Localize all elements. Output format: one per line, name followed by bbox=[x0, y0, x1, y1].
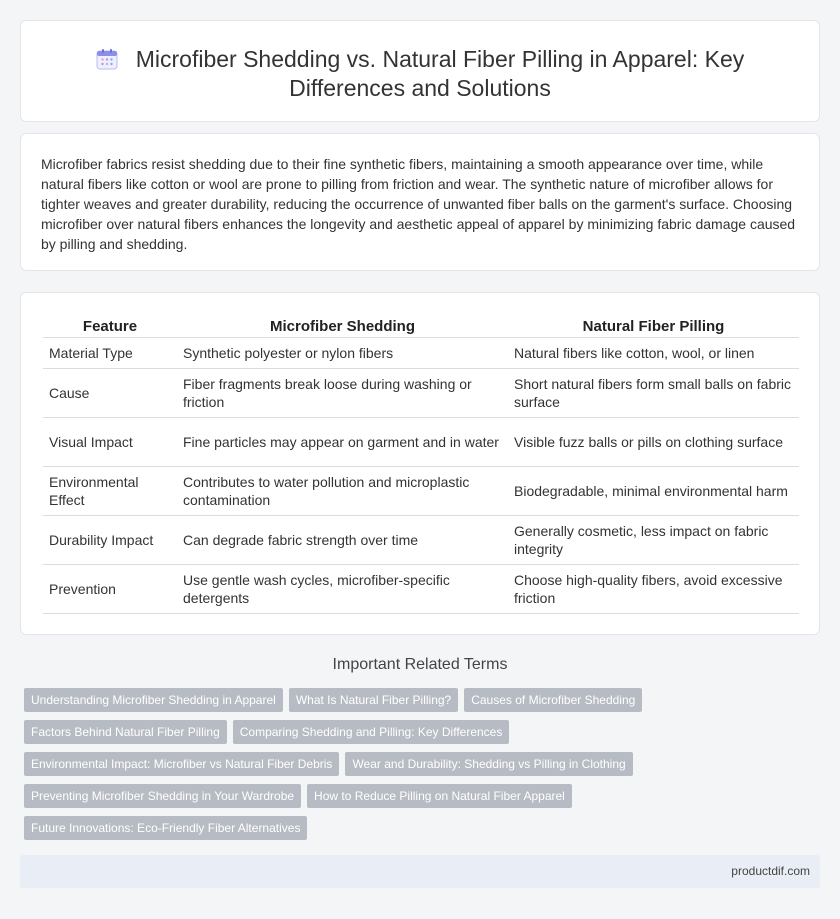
row-microfiber: Contributes to water pollution and microplastic contamination bbox=[177, 466, 508, 515]
intro-card bbox=[20, 133, 820, 271]
related-term-link[interactable]: Preventing Microfiber Shedding in Your Wardrobe bbox=[24, 784, 301, 808]
page-title-wrap bbox=[21, 45, 819, 103]
row-microfiber: Use gentle wash cycles, microfiber-specific detergents bbox=[177, 564, 508, 613]
row-feature: Cause bbox=[43, 368, 177, 417]
header-microfiber: Microfiber Shedding bbox=[177, 315, 508, 337]
related-term-link[interactable]: What Is Natural Fiber Pilling? bbox=[289, 688, 458, 712]
tag-row bbox=[24, 688, 814, 720]
page-title: Microfiber Shedding vs. Natural Fiber Pilling in Apparel: Key Differences and Solutions bbox=[135, 46, 745, 101]
comparison-table bbox=[43, 315, 799, 614]
tag-row bbox=[24, 752, 814, 784]
header-feature: Feature bbox=[43, 315, 177, 337]
related-term-link[interactable]: Environmental Impact: Microfiber vs Natural Fiber Debris bbox=[24, 752, 339, 776]
related-term-link[interactable]: Future Innovations: Eco-Friendly Fiber Alternatives bbox=[24, 816, 307, 840]
footer-bar bbox=[20, 855, 820, 888]
table-row bbox=[43, 368, 799, 417]
row-natural: Short natural fibers form small balls on fabric surface bbox=[508, 368, 799, 417]
table-header-row bbox=[43, 315, 799, 337]
row-microfiber: Fiber fragments break loose during washing or friction bbox=[177, 368, 508, 417]
row-microfiber: Fine particles may appear on garment and in water bbox=[177, 417, 508, 466]
header-natural: Natural Fiber Pilling bbox=[508, 315, 799, 337]
related-term-link[interactable]: Factors Behind Natural Fiber Pilling bbox=[24, 720, 227, 744]
intro-paragraph: Microfiber fabrics resist shedding due to their fine synthetic fibers, maintaining a smooth appearance over time, while natural fibers like cotton or wool are prone to pilling from friction and wear. The synthetic nature of microfiber allows for tighter weaves and greater durability, reducing the occurrence of unwanted fiber balls on the garment's surface. Choosing microfiber over natural fibers enhances the longevity and aesthetic appeal of apparel by minimizing fabric damage caused by pilling and shedding. bbox=[41, 156, 796, 252]
row-natural: Natural fibers like cotton, wool, or linen bbox=[508, 337, 799, 368]
row-natural: Visible fuzz balls or pills on clothing surface bbox=[508, 417, 799, 466]
tag-row bbox=[24, 816, 814, 848]
table-row bbox=[43, 515, 799, 564]
related-term-link[interactable]: Causes of Microfiber Shedding bbox=[464, 688, 642, 712]
title-card bbox=[20, 20, 820, 122]
related-term-link[interactable]: Understanding Microfiber Shedding in Apparel bbox=[24, 688, 283, 712]
row-feature: Environmental Effect bbox=[43, 466, 177, 515]
row-feature: Material Type bbox=[43, 337, 177, 368]
row-microfiber: Can degrade fabric strength over time bbox=[177, 515, 508, 564]
footer-site[interactable]: productdif.com bbox=[731, 864, 810, 878]
related-terms-list bbox=[24, 688, 814, 848]
calendar-icon bbox=[96, 48, 118, 70]
related-term-link[interactable]: How to Reduce Pilling on Natural Fiber Apparel bbox=[307, 784, 572, 808]
tag-row bbox=[24, 784, 814, 816]
table-row bbox=[43, 337, 799, 368]
row-feature: Visual Impact bbox=[43, 417, 177, 466]
comparison-card bbox=[20, 292, 820, 635]
row-feature: Prevention bbox=[43, 564, 177, 613]
related-term-link[interactable]: Comparing Shedding and Pilling: Key Differences bbox=[233, 720, 510, 744]
row-natural: Biodegradable, minimal environmental harm bbox=[508, 466, 799, 515]
row-feature: Durability Impact bbox=[43, 515, 177, 564]
row-microfiber: Synthetic polyester or nylon fibers bbox=[177, 337, 508, 368]
related-term-link[interactable]: Wear and Durability: Shedding vs Pilling in Clothing bbox=[345, 752, 632, 776]
table-row bbox=[43, 466, 799, 515]
table-row bbox=[43, 417, 799, 466]
table-row bbox=[43, 564, 799, 613]
row-natural: Generally cosmetic, less impact on fabric integrity bbox=[508, 515, 799, 564]
tag-row bbox=[24, 720, 814, 752]
related-terms-title: Important Related Terms bbox=[332, 656, 508, 673]
row-natural: Choose high-quality fibers, avoid excessive friction bbox=[508, 564, 799, 613]
